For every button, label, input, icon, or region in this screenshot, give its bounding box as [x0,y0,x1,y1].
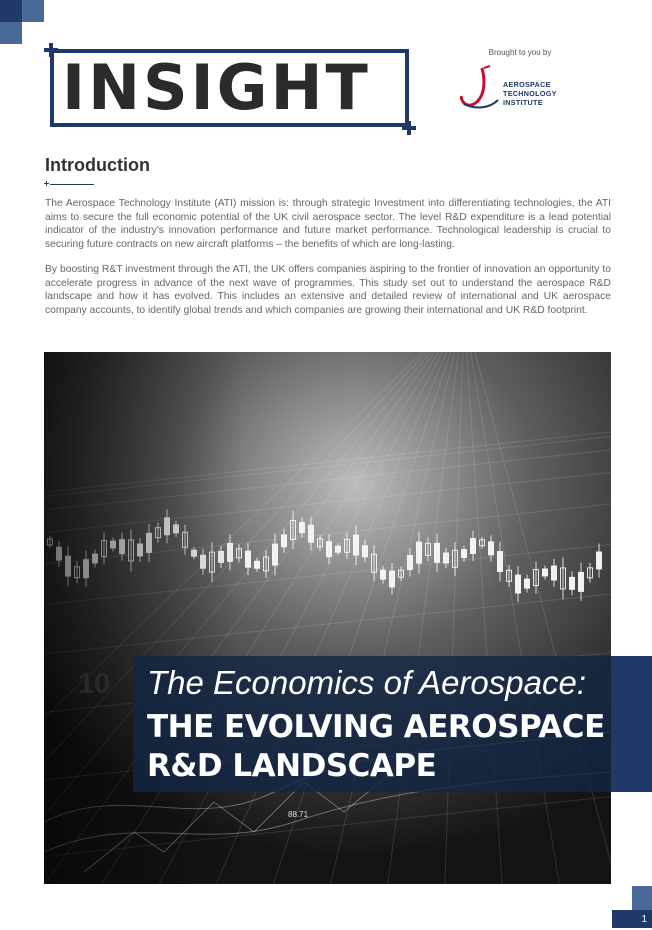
plus-icon [402,121,416,135]
sponsor-name: AEROSPACE TECHNOLOGY INSTITUTE [503,80,557,107]
plus-icon [44,181,49,186]
plus-icon [44,43,58,57]
screen-readout: 88.71 [288,810,309,819]
corner-decoration-bottom [632,886,652,910]
section-heading: Introduction [45,155,150,175]
page-number: 1 [612,910,652,928]
intro-paragraph-2: By boosting R&T investment through the ATI, the UK offers companies aspiring to the frontier of innovation an opportunity to accelerate progress in advance of the next wave of programmes. This study set out to understand the aerospace R&D landscape and how it has evolved. This includes an extensive and detailed review of international and UK aerospace company accounts, to identify global trends and which companies are growing their international and UK R&D footprint. [45,264,611,316]
intro-paragraph-1: The Aerospace Technology Institute (ATI) mission is: through strategic Investment into differentiating technologies, the ATI aims to secure the full economic potential of the UK civil aerospace sector. The level R&D expenditure is a lead potential indicator of the industry's innovation performance and future market performance. Technological leadership is crucial to securing future contracts on new aircraft platforms – the benefits of which are long-lasting. [45,198,611,250]
issue-number: 10 [78,668,111,700]
masthead-title: INSIGHT [62,51,371,124]
ati-logo-icon [460,64,500,110]
corner-decoration-top [0,0,44,44]
title-panel-accent [611,656,652,792]
stock-chart-photo [44,352,611,884]
cover-image [44,352,611,884]
report-series-title: The Economics of Aerospace: [147,664,586,701]
brought-by-label: Brought to you by [488,48,552,57]
report-title: THE EVOLVING AEROSPACE R&D LANDSCAPE [147,709,605,784]
heading-rule [50,184,94,185]
